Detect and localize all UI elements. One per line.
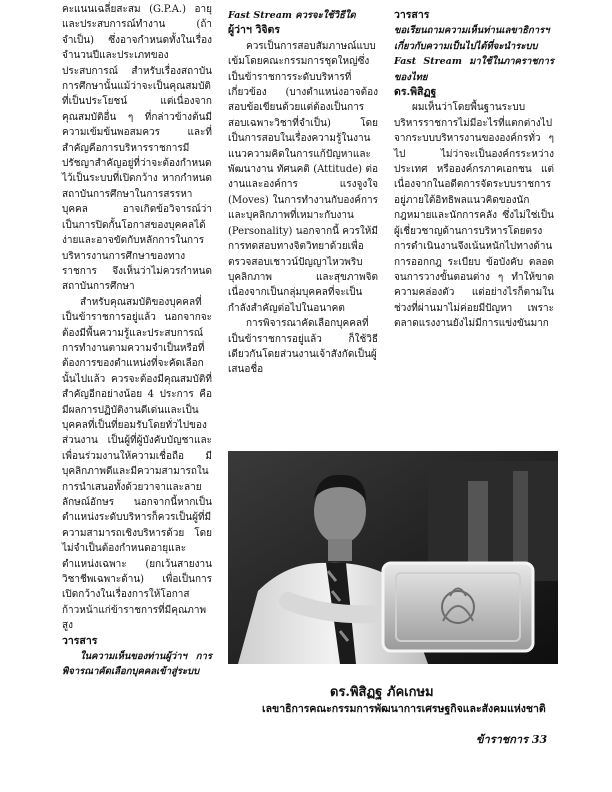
- column1-question: ในความเห็นของท่านผู้ว่าฯ การพิจารณาคัดเลือกบุคคลเข้าสู่ระบบ: [62, 651, 212, 678]
- column2-question-continuation: Fast Stream ควรจะใช้วิธีใด: [228, 10, 356, 21]
- portrait-photo: [228, 451, 558, 664]
- column2-speaker-label: ผู้ว่าฯ วิจิตร: [228, 24, 281, 37]
- caption-title: เลขาธิการคณะกรรมการพัฒนาการเศรษฐกิจและสังคมแห่งชาติ: [262, 703, 546, 715]
- column1-paragraph-1: คะแนนเฉลี่ยสะสม (G.P.A.) อายุ และประสบการณ์ทำงาน (ถ้าจำเป็น) ซึ่งอาจกำหนดทั้งในเรื่องจำนวนปีและประเภทของประสบการณ์ สำหรับเรื่องสถาบันการศึกษานั้นแม้ว่าจะเป็นคุณสมบัติที่เป็นประโยชน์ แต่เนื่องจากคุณสมบัติอื่น ๆ ที่กล่าวข้างต้นมีความเข้มข้นพอสมควร และที่สำคัญคือการบริหารราชการมีปรัชญาสำคัญอยู่ที่ว่าจะต้องกำหนดไว้เป็นระบบที่เปิดกว้าง หากกำหนดสถาบันการศึกษาในการสรรหาบุคคล อาจเกิดข้อวิจารณ์ว่าเป็นการปิดกั้นโอกาสของบุคคลได้ง่ายและอาจขัดกับหลักการในการบริหารงานการศึกษาของทางราชการ จึงเห็นว่าไม่ควรกำหนดสถาบันการศึกษา: [62, 4, 212, 293]
- column1-interviewer-label: วารสาร: [62, 634, 98, 647]
- column2-paragraph-1: ควรเป็นการสอบสัมภาษณ์แบบเข้มโดยคณะกรรมการชุดใหญ่ซึ่งเป็นข้าราชการระดับบริหารที่เกี่ยวข้อง (บางตำแหน่งอาจต้องสอบข้อเขียนด้วยแต่ต้องเป็นการสอบเฉพาะวิชาที่จำเป็น) โดยเป็นการสอบในเรื่องความรู้ในงาน แนวความคิดในการแก้ปัญหาและพัฒนางาน ทัศนคติ (Attitude) ต่องานและองค์การ แรงจูงใจ (Moves) ในการทำงานกับองค์การและบุคลิกภาพที่เหมาะกับงาน (Personality) นอกจากนี้ ควรให้มีการทดสอบทางจิตวิทยาด้วยเพื่อตรวจสอบเชาวน์ปัญญาไหวพริบ บุคลิกภาพ และสุขภาพจิต เนื่องจากเป็นกลุ่มบุคคลที่จะเป็นกำลังสำคัญต่อไปในอนาคต: [228, 40, 378, 314]
- column1-paragraph-2: สำหรับคุณสมบัติของบุคคลที่เป็นข้าราชการอยู่แล้ว นอกจากจะต้องมีพื้นความรู้และประสบการณ์การทำงานตามความจำเป็นหรือที่ต้องการของตำแหน่งที่จะคัดเลือกนั้นไปแล้ว ควรจะต้องมีคุณสมบัติที่สำคัญอีกอย่างน้อย 4 ประการ คือ มีผลการปฏิบัติงานดีเด่นและเป็นบุคคลที่เป็นที่ยอมรับโดยทั่วไปของส่วนงาน เป็นผู้ที่ผู้บังคับบัญชาและเพื่อนร่วมงานให้ความเชื่อถือ มีบุคลิกภาพดีและมีความสามารถในการนำเสนอทั้งด้วยวาจาและลายลักษณ์อักษร นอกจากนี้หากเป็นตำแหน่งระดับบริหารก็ควรเป็นผู้ที่มีความสามารถเชิงบริหารด้วย โดยไม่จำเป็นต้องกำหนดอายุและตำแหน่งเฉพาะ (ยกเว้นสายงาน วิชาชีพเฉพาะด้าน) เพื่อเป็นการเปิดกว้างในเรื่องการให้โอกาสก้าวหน้าแก่ข้าราชการที่มีคุณภาพสูง: [62, 296, 212, 632]
- column3-paragraph-1: ผมเห็นว่าโดยพื้นฐานระบบบริหารราชการไม่มีอะไรที่แตกต่างไปจากระบบบริหารงานขององค์กรทั่ว ๆ ไป ไม่ว่าจะเป็นองค์กรระหว่างประเทศ หรือองค์กรภาคเอกชน แต่เนื่องจากในอดีตการจัดระบบราชการอยู่ภายใต้อิทธิพลแนวคิดของนักกฎหมายและนักการคลัง ซึ่งไม่ใช่เป็นผู้เชี่ยวชาญด้านการบริหารโดยตรง การดำเนินงานจึงเน้นหนักไปทางด้านการออกกฎ ระเบียบ ข้อบังคับ ตลอดจนการวางขั้นตอนต่าง ๆ ทำให้ขาดความคล่องตัว แต่อย่างไรก็ตามในช่วงที่ผ่านมาไม่ค่อยมีปัญหา เพราะตลาดแรงงานยังไม่มีการแข่งขันมาก: [394, 102, 554, 330]
- magazine-name: ข้าราชการ: [476, 733, 528, 746]
- page-number: 33: [531, 733, 548, 746]
- column-3: [394, 8, 554, 332]
- column-1: [62, 2, 212, 680]
- column3-speaker-label: ดร.พิสิฏฐ: [394, 86, 437, 99]
- caption-name: ดร.พิสิฏฐ ภัคเกษม: [330, 685, 434, 700]
- page-footer: [476, 730, 547, 748]
- column-2: [228, 8, 378, 378]
- column2-paragraph-2: การพิจารณาคัดเลือกบุคคลที่เป็นข้าราชการอยู่แล้ว ก็ใช้วิธีเดียวกันโดยส่วนงานเจ้าสังกัดเป็นผู้เสนอชื่อ: [228, 318, 378, 376]
- portrait-illustration: [228, 451, 558, 664]
- column3-question: ขอเรียนถามความเห็นท่านเลขาธิการฯ เกี่ยวกับความเป็นไปได้ที่จะนำระบบ Fast Stream มาใช้ในภาคราชการของไทย: [394, 25, 554, 83]
- column3-interviewer-label: วารสาร: [394, 9, 430, 21]
